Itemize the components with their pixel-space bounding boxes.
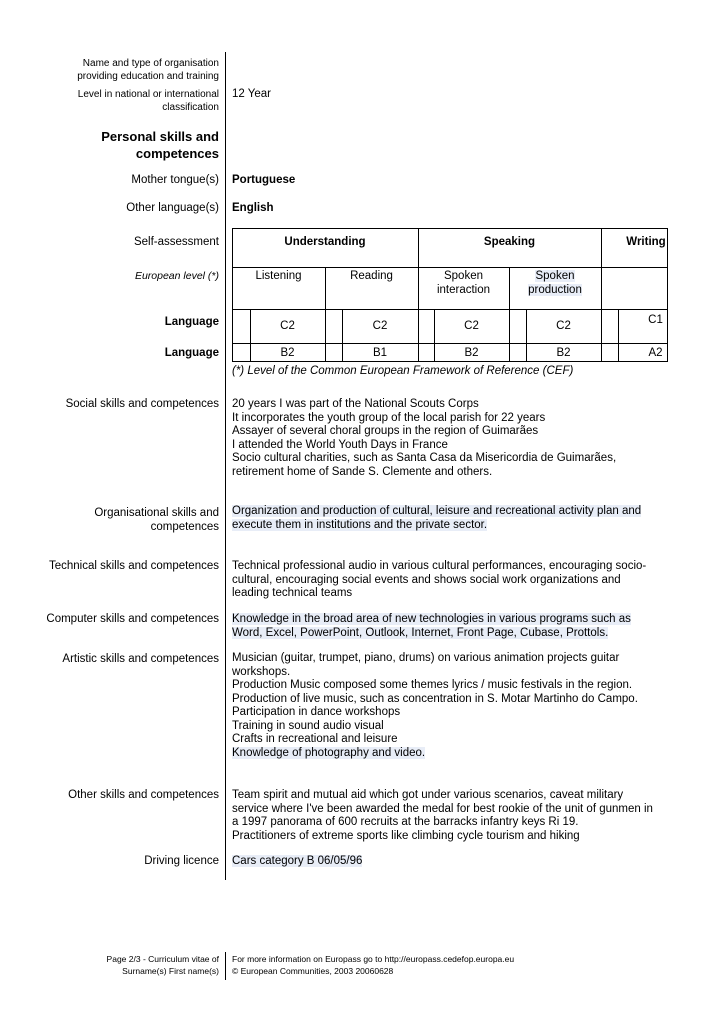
footer-page-info: Page 2/3 - Curriculum vitae of Surname(s) First name(s) (106, 954, 219, 976)
listening-level: C2 (280, 320, 295, 332)
mother-tongue-label: Mother tongue(s) (131, 174, 219, 186)
footer-europass-info: For more information on Europass go to http://europass.cedefop.europa.eu © European Communities, 2003 20060628 (232, 954, 515, 976)
production-level: B2 (556, 347, 571, 359)
driving-licence-value: Cars category B 06/05/96 (232, 855, 363, 867)
production-level: C2 (556, 320, 571, 332)
reading-subheader: Reading (350, 270, 393, 282)
footer-divider-line (225, 952, 226, 980)
understanding-header: Understanding (284, 236, 366, 248)
other-skills-label: Other skills and competences (68, 789, 219, 801)
level-label: Level in national or international classification (77, 89, 219, 113)
social-skills-label: Social skills and competences (65, 398, 219, 410)
personal-skills-title: Personal skills and competences (101, 129, 219, 161)
spoken-production-subheader: Spoken production (528, 270, 582, 296)
writing-level: C1 (648, 314, 663, 326)
computer-skills-label: Computer skills and competences (46, 613, 219, 625)
section-divider-line (225, 52, 226, 880)
writing-header: Writing (626, 236, 666, 248)
mother-tongue-value: Portuguese (232, 174, 296, 186)
grid-line (232, 267, 668, 268)
grid-line (509, 309, 510, 362)
european-level-label: European level (*) (134, 270, 219, 282)
level-value: 12 Year (232, 88, 272, 100)
grid-line (232, 309, 668, 310)
other-languages-value: English (232, 202, 274, 214)
interaction-level: B2 (464, 347, 479, 359)
artistic-skills-text: Musician (guitar, trumpet, piano, drums) on various animation projects guitar workshops. Production Music composed some themes lyrics / music festivals in the region. Production of live music, such as concentration in S. Motar Martinho do Campo. Participation in dance workshops Training in sound audio visual Crafts in recreational and leisure Knowledge of photography and video. (232, 652, 638, 759)
spoken-interaction-subheader: Spoken interaction (436, 270, 491, 296)
self-assessment-label: Self-assessment (133, 236, 219, 248)
reading-level: C2 (372, 320, 388, 332)
technical-skills-text: Technical professional audio in various cultural performances, encouraging socio- cultural, encouraging social events and shows social work organizations and leading technical teams (232, 560, 647, 599)
language-row-label: Language (164, 347, 219, 359)
social-skills-text: 20 years I was part of the National Scouts Corps It incorporates the youth group of the local parish for 22 years Assayer of several choral groups in the region of Guimarães I attended the World Youth Days in France Socio cultural charities, such as Santa Casa da Misericordia de Guimarães, retirement home of Sande S. Clemente and others. (232, 398, 617, 478)
computer-skills-text: Knowledge in the broad area of new technologies in various programs such as Word, Excel, PowerPoint, Outlook, Internet, Front Page, Cubase, Prottols. (232, 613, 631, 639)
reading-level: B1 (372, 347, 388, 359)
organisational-skills-text: Organization and production of cultural, leisure and recreational activity plan and execute them in institutions and the private sector. (232, 505, 642, 531)
speaking-header: Speaking (483, 236, 536, 248)
interaction-level: C2 (464, 320, 479, 332)
organisational-skills-label: Organisational skills and competences (94, 507, 219, 533)
listening-level: B2 (280, 347, 295, 359)
cef-footnote: (*) Level of the Common European Framework of Reference (CEF) (232, 365, 574, 377)
technical-skills-label: Technical skills and competences (48, 560, 219, 572)
writing-level: A2 (648, 347, 663, 359)
listening-subheader: Listening (255, 270, 302, 282)
other-languages-label: Other language(s) (126, 202, 219, 214)
organisation-label: Name and type of organisation providing education and training (77, 58, 219, 82)
language-row-label: Language (164, 316, 219, 328)
artistic-skills-label: Artistic skills and competences (62, 653, 219, 665)
other-skills-text: Team spirit and mutual aid which got under various scenarios, caveat military service where I've been awarded the medal for best rookie of the unit of gunmen in a 1997 panorama of 600 recruits at the barracks infantry keys Ri 19. Practitioners of extreme sports like climbing cycle tourism and hiking (232, 789, 653, 842)
grid-line (325, 309, 326, 362)
grid-line (232, 343, 668, 344)
driving-licence-label: Driving licence (144, 855, 219, 867)
